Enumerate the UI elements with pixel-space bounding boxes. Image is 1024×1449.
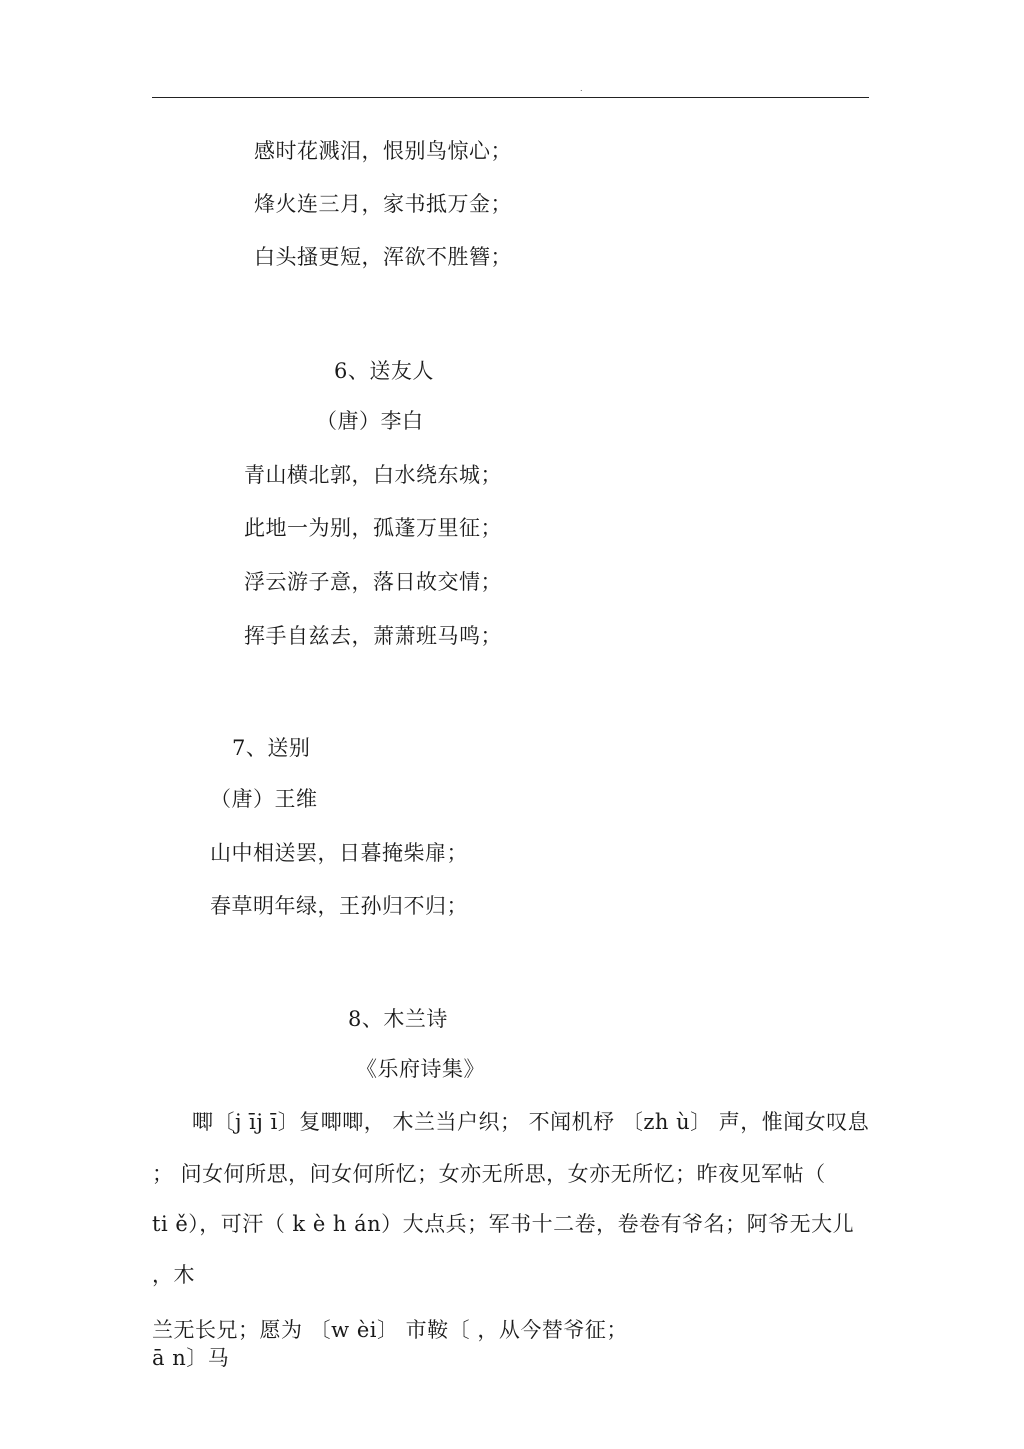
poem5-line-3: 白头搔更短，浑欲不胜簪； [254, 245, 512, 269]
poem8-line-5: 兰无长兄；愿为 〔w èi〕 市鞍〔 ，从今替爷征； [152, 1318, 628, 1342]
poem8-source: 《乐府诗集》 [356, 1057, 485, 1081]
header-dot: . [580, 84, 583, 93]
poem5-line-2: 烽火连三月，家书抵万金； [254, 192, 512, 216]
poem8-line-6: ā n〕马 [152, 1346, 230, 1370]
poem6-title: 6、送友人 [334, 359, 434, 383]
poem7-author: （唐）王维 [210, 787, 318, 811]
poem7-title: 7、送别 [232, 736, 311, 760]
poem6-line-4: 挥手自兹去，萧萧班马鸣； [244, 624, 502, 648]
poem7-line-2: 春草明年绿，王孙归不归； [210, 894, 468, 918]
poem8-title: 8、木兰诗 [348, 1007, 448, 1031]
poem8-line-1: 唧〔j īj ī〕复唧唧， 木兰当户织； 不闻机杼 〔zh ù〕 声，惟闻女叹息 [192, 1110, 870, 1134]
poem8-line-4: ，木 [152, 1263, 195, 1287]
poem6-line-3: 浮云游子意，落日故交情； [244, 570, 502, 594]
poem8-line-2: ； 问女何所思，问女何所忆；女亦无所思，女亦无所忆；昨夜见军帖（ [152, 1162, 826, 1186]
poem5-line-1: 感时花溅泪，恨别鸟惊心； [254, 139, 512, 163]
poem8-line-3: ti ě），可汗（ k è h án）大点兵；军书十二卷，卷卷有爷名；阿爷无大儿 [152, 1212, 855, 1236]
poem6-line-1: 青山横北郭，白水绕东城； [244, 463, 502, 487]
poem6-author: （唐）李白 [316, 409, 424, 433]
poem7-line-1: 山中相送罢，日暮掩柴扉； [210, 841, 468, 865]
header-rule [152, 97, 869, 98]
poem6-line-2: 此地一为别，孤蓬万里征； [244, 516, 502, 540]
